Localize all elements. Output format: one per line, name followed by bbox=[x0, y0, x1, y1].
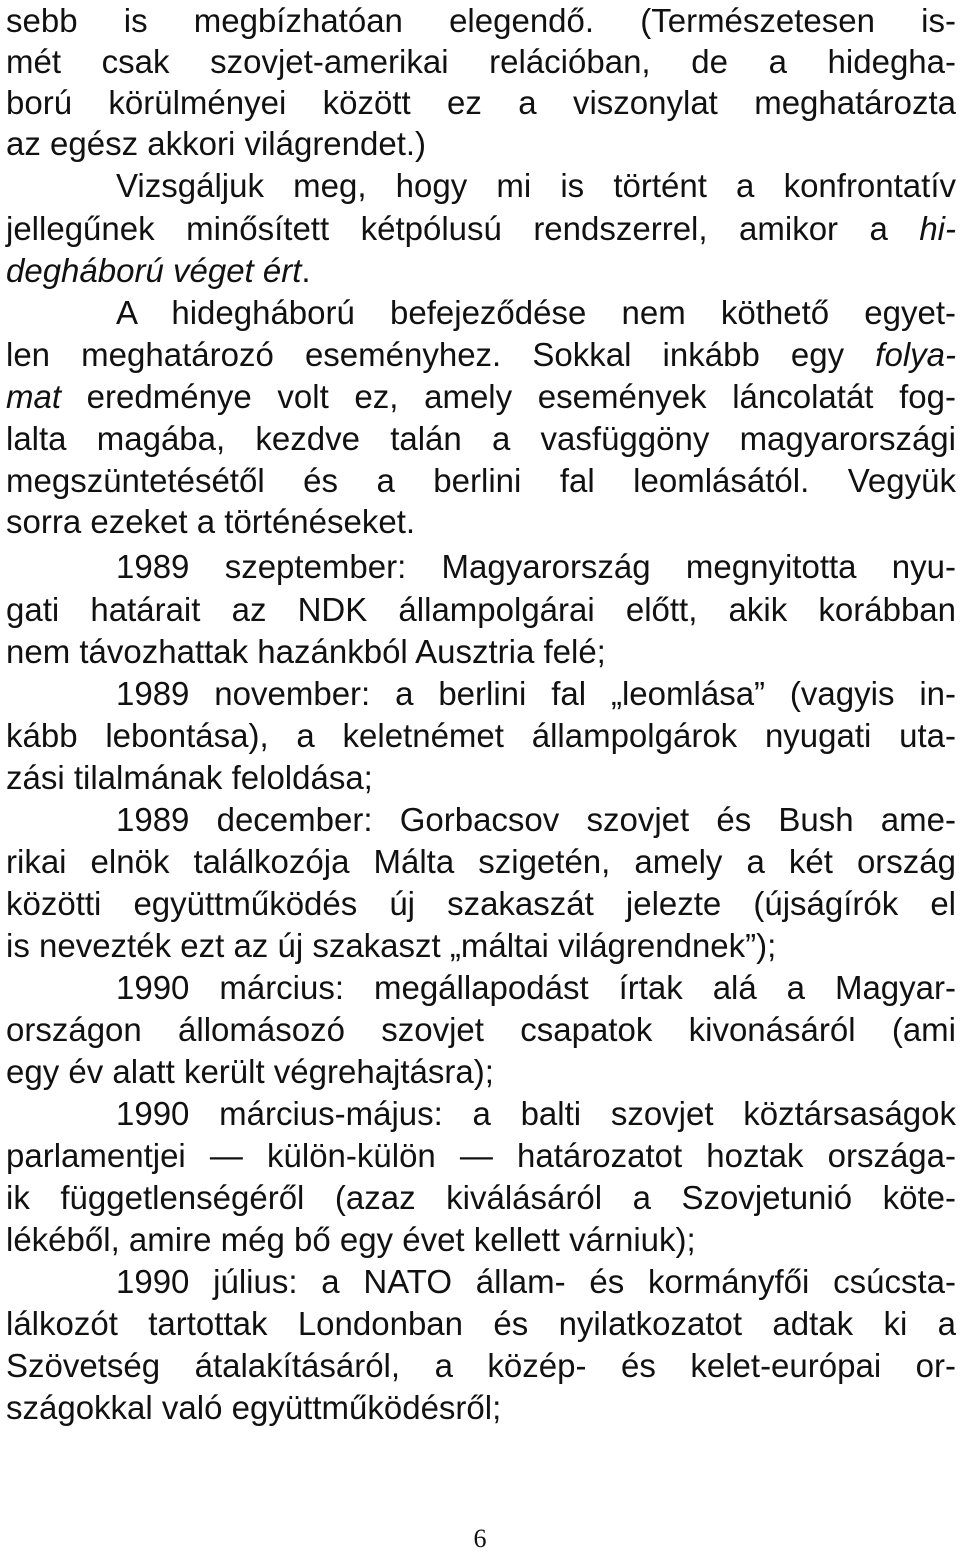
text-line: 1989 szeptember: Magyarország megnyitotta nyu- bbox=[116, 548, 956, 585]
text-line: is nevezték ezt az új szakaszt „máltai világrendnek”); bbox=[6, 927, 777, 964]
text-line: nem távozhattak hazánkból Ausztria felé; bbox=[6, 633, 606, 670]
text-run: len meghatározó eseményhez. Sokkal inkább egy bbox=[6, 336, 876, 373]
text-line: szágokkal való együttműködésről; bbox=[6, 1389, 502, 1426]
text-run: . bbox=[301, 252, 311, 289]
text-line-with-italic bbox=[6, 249, 956, 292]
text-line: gati határait az NDK állampolgárai előtt, akik korábban bbox=[6, 591, 956, 628]
text-line: közötti együttműködés új szakaszát jelezte (újságírók el bbox=[6, 885, 956, 922]
text-line: sorra ezeket a történéseket. bbox=[6, 503, 416, 540]
text-line: zási tilalmának feloldása; bbox=[6, 759, 373, 796]
text-line-with-italic bbox=[6, 333, 956, 376]
text-line: mét csak szovjet-amerikai relációban, de a hidegha- bbox=[6, 43, 956, 80]
text-line-with-italic bbox=[6, 375, 956, 418]
text-line: ború körülményei között ez a viszonylat meghatározta bbox=[6, 84, 956, 121]
text-line: lalta magába, kezdve talán a vasfüggöny magyarországi bbox=[6, 420, 956, 457]
text-line: 1989 november: a berlini fal „leomlása” (vagyis in- bbox=[116, 675, 956, 712]
text-line: 1990 július: a NATO állam- és kormányfői csúcsta- bbox=[116, 1263, 956, 1300]
page-number: 6 bbox=[473, 1524, 487, 1553]
text-line: megszüntetésétől és a berlini fal leomlásától. Vegyük bbox=[6, 462, 956, 499]
text-run: eredménye volt ez, amely események láncolatát fog- bbox=[61, 378, 956, 415]
text-line: sebb is megbízhatóan elegendő. (Természetesen is- bbox=[6, 2, 956, 39]
text-line: 1990 március: megállapodást írtak alá a Magyar- bbox=[116, 969, 956, 1006]
text-line: 1989 december: Gorbacsov szovjet és Bush ame- bbox=[116, 801, 956, 838]
text-line: egy év alatt került végrehajtásra); bbox=[6, 1053, 494, 1090]
text-line: parlamentjei — külön-külön — határozatot hoztak országa- bbox=[6, 1137, 956, 1174]
text-line-with-italic bbox=[6, 207, 956, 250]
text-line: 1990 március-május: a balti szovjet köztársaságok bbox=[116, 1095, 956, 1132]
text-line: rikai elnök találkozója Málta szigetén, amely a két ország bbox=[6, 843, 956, 880]
text-line: lékéből, amire még bő egy évet kellett várniuk); bbox=[6, 1221, 696, 1258]
text-line: Szövetség átalakításáról, a közép- és kelet-európai or- bbox=[6, 1347, 956, 1384]
text-line: Vizsgáljuk meg, hogy mi is történt a konfrontatív bbox=[116, 167, 956, 204]
text-line: kább lebontása), a keletnémet állampolgárok nyugati uta- bbox=[6, 717, 956, 754]
text-line: lálkozót tartottak Londonban és nyilatkozatot adtak ki a bbox=[6, 1305, 956, 1342]
italic-run: degháború véget ért bbox=[6, 252, 302, 289]
italic-run: hi- bbox=[919, 210, 956, 247]
italic-run: folya- bbox=[875, 336, 956, 373]
text-line: országon állomásozó szovjet csapatok kivonásáról (ami bbox=[6, 1011, 956, 1048]
text-run: jellegűnek minősített kétpólusú rendszerrel, amikor a bbox=[6, 210, 920, 247]
text-line: ik függetlenségéről (azaz kiválásáról a Szovjetunió köte- bbox=[6, 1179, 956, 1216]
text-line: az egész akkori világrendet.) bbox=[6, 125, 427, 162]
italic-run: mat bbox=[6, 378, 62, 415]
text-line: A hidegháború befejeződése nem köthető egyet- bbox=[116, 294, 956, 331]
